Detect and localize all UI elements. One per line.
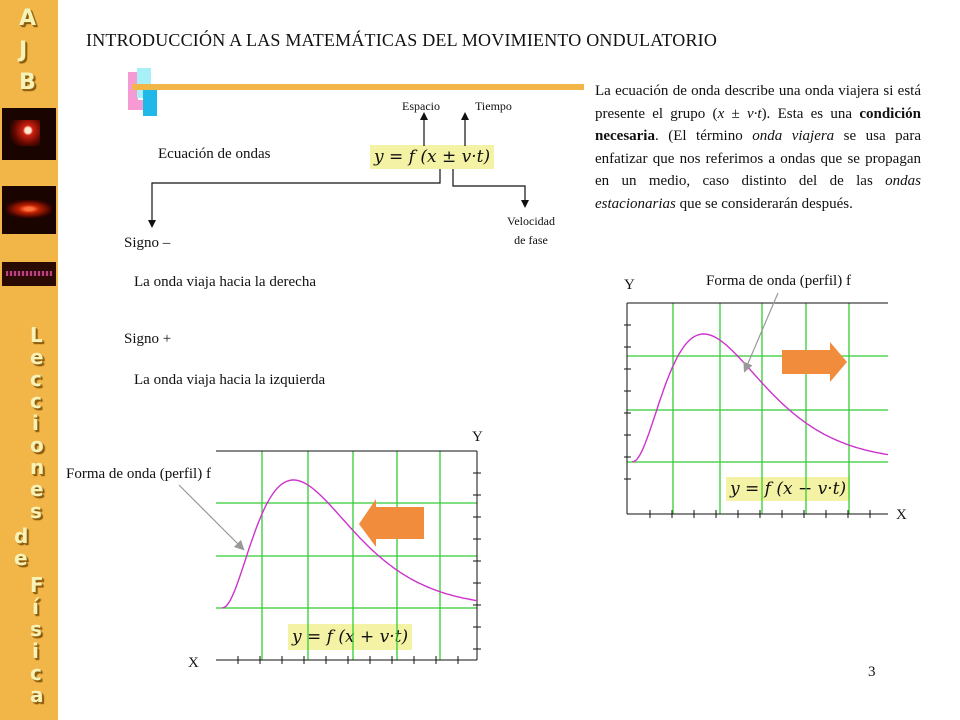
signo-minus-label: Signo –: [124, 235, 171, 251]
para-text: . (El término: [654, 128, 753, 144]
signo-plus-desc: La onda viaja hacia la izquierda: [134, 372, 326, 388]
sidebar-letter: c: [30, 367, 42, 391]
logo-letter: J: [19, 38, 28, 63]
velocidad-line1: Velocidad: [507, 214, 555, 228]
sidebar-letter: c: [30, 661, 42, 685]
right-graph-ylabel: Y: [624, 277, 635, 293]
espacio-label: Espacio: [402, 99, 440, 113]
left-direction-arrow: [359, 499, 424, 547]
right-direction-arrow: [782, 342, 847, 382]
velocidad-line2: de fase: [514, 233, 548, 247]
sidebar-letter: s: [30, 499, 42, 523]
left-graph-ylabel: Y: [472, 429, 483, 445]
sidebar-letter: F: [30, 573, 44, 597]
para-italic: onda viajera: [752, 128, 835, 144]
sidebar-letter: s: [30, 617, 42, 641]
right-graph-caption: Forma de onda (perfil) f: [706, 273, 851, 289]
signo-minus-desc: La onda viaja hacia la derecha: [134, 274, 316, 290]
right-graph-xlabel: X: [896, 507, 907, 523]
para-text: que se considerarán después.: [675, 195, 853, 212]
para-text: La ecuación de onda describe una onda viajera si está presente el grupo (: [595, 83, 921, 122]
page-title: INTRODUCCIÓN A LAS MATEMÁTICAS DEL MOVIMIENTO ONDULATORIO: [86, 30, 718, 50]
sidebar-letter: n: [30, 455, 45, 479]
sidebar-letter: e: [30, 345, 44, 369]
signo-plus-label: Signo +: [124, 331, 172, 347]
sidebar-letter: e: [14, 546, 28, 570]
para-bold: condición necesaria: [595, 105, 921, 144]
left-caption-pointer: [179, 485, 241, 547]
waveform-curve: [222, 480, 477, 608]
sidebar-letter: c: [30, 389, 42, 413]
sidebar-letter: e: [30, 477, 44, 501]
general-equation: y = f (x ± v·t): [370, 145, 494, 169]
left-graph: [216, 451, 481, 664]
para-var-vt: v·t: [746, 105, 762, 122]
velocidad-arrow: [453, 169, 525, 204]
sidebar-letter: í: [32, 595, 39, 619]
left-graph-equation: y = f (x + v·t): [288, 624, 412, 650]
equation-label: Ecuación de ondas: [158, 146, 271, 162]
page-number: 3: [868, 664, 876, 680]
para-text: ±: [724, 105, 747, 122]
logo-letter: B: [19, 70, 36, 95]
sidebar-letter: d: [14, 524, 29, 548]
signo-arrow: [152, 169, 440, 224]
para-var-x: x: [717, 105, 725, 122]
left-graph-xlabel: X: [188, 655, 199, 671]
right-graph: [624, 303, 888, 518]
logo-letter: A: [19, 6, 37, 31]
sidebar-letter: L: [30, 323, 43, 347]
sidebar-letter: i: [32, 411, 39, 435]
sidebar-letter: i: [32, 639, 39, 663]
tiempo-label: Tiempo: [475, 99, 512, 113]
para-text: ). Esta es una: [761, 105, 860, 122]
left-graph-caption: Forma de onda (perfil) f: [66, 466, 211, 482]
sidebar-letter: a: [30, 683, 44, 707]
right-graph-equation: y = f (x − v·t): [726, 477, 850, 501]
sidebar-letter: o: [30, 433, 44, 457]
para-text: se usa para enfatizar que nos referimos a ondas que se propagan en un medio, caso distinto del de las: [595, 128, 921, 189]
para-italic: ondas estacionarias: [595, 173, 921, 212]
